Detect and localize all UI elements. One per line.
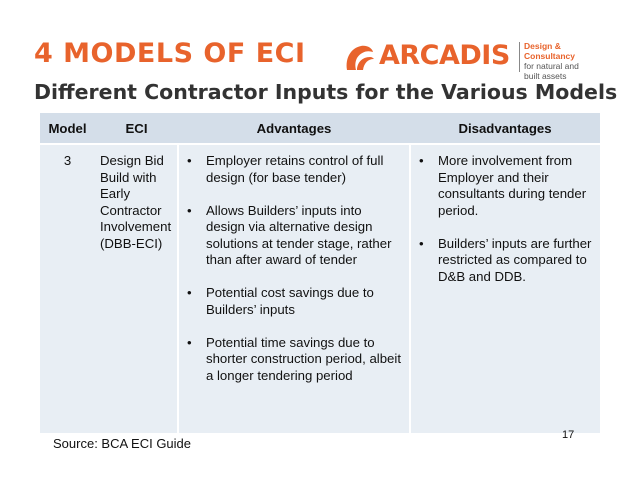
header-advantages: Advantages	[178, 113, 410, 144]
source-note: Source: BCA ECI Guide	[53, 436, 192, 451]
bullet-icon: •	[187, 153, 192, 168]
arcadis-logo-mark-icon	[343, 42, 375, 72]
eci-models-table	[40, 113, 600, 433]
cell-disadvantages	[410, 144, 600, 433]
cell-eci	[95, 144, 178, 433]
header-eci: ECI	[95, 113, 178, 144]
disadvantage-text: More involvement from Employer and their consultants during tender period.	[438, 153, 587, 218]
cell-model: 3	[40, 144, 95, 433]
arcadis-wordmark: ARCADIS	[379, 40, 510, 71]
advantage-text: Allows Builders’ inputs into design via alternative design solutions at tender stage, rather than after award of tender	[206, 202, 392, 267]
bullet-icon: •	[187, 202, 192, 218]
arcadis-logo	[343, 38, 613, 81]
table-header-row	[40, 113, 600, 144]
eci-line: (DBB-ECI)	[100, 235, 163, 251]
logo-tagline-line: built assets	[524, 71, 567, 81]
eci-line: Involvement	[100, 219, 172, 234]
eci-line: Contractor	[100, 202, 162, 218]
eci-line: Build with	[100, 169, 157, 185]
table-row	[40, 144, 600, 433]
eci-line: Design Bid	[100, 153, 164, 168]
advantage-item	[184, 335, 404, 385]
disadvantage-item	[416, 236, 595, 286]
slide-subtitle: Different Contractor Inputs for the Various Models	[34, 80, 618, 104]
header-model: Model	[40, 113, 95, 144]
advantage-text: Potential cost savings due to Builders’ inputs	[206, 285, 374, 317]
eci-line: Early	[100, 186, 131, 201]
bullet-icon: •	[419, 153, 424, 168]
advantage-text: Employer retains control of full design (for base tender)	[206, 153, 384, 185]
advantage-item	[184, 153, 404, 186]
bullet-icon: •	[419, 235, 424, 251]
logo-tagline	[524, 41, 613, 81]
advantage-text: Potential time savings due to shorter construction period, albeit a longer tendering period	[206, 334, 401, 383]
advantage-item	[184, 285, 404, 318]
logo-divider	[519, 42, 520, 72]
slide-title: 4 MODELS OF ECI	[34, 38, 306, 69]
bullet-icon: •	[187, 285, 192, 300]
bullet-icon: •	[187, 334, 192, 350]
advantage-item	[184, 203, 404, 269]
disadvantage-text: Builders’ inputs are further restricted as compared to D&B and DDB.	[438, 235, 592, 284]
header-disadvantages: Disadvantages	[410, 113, 600, 144]
logo-tagline-line: for natural and	[524, 61, 579, 71]
disadvantage-item	[416, 153, 595, 219]
logo-tagline-line: Design & Consultancy	[524, 41, 576, 61]
cell-advantages	[178, 144, 410, 433]
page-number: 17	[562, 429, 575, 441]
